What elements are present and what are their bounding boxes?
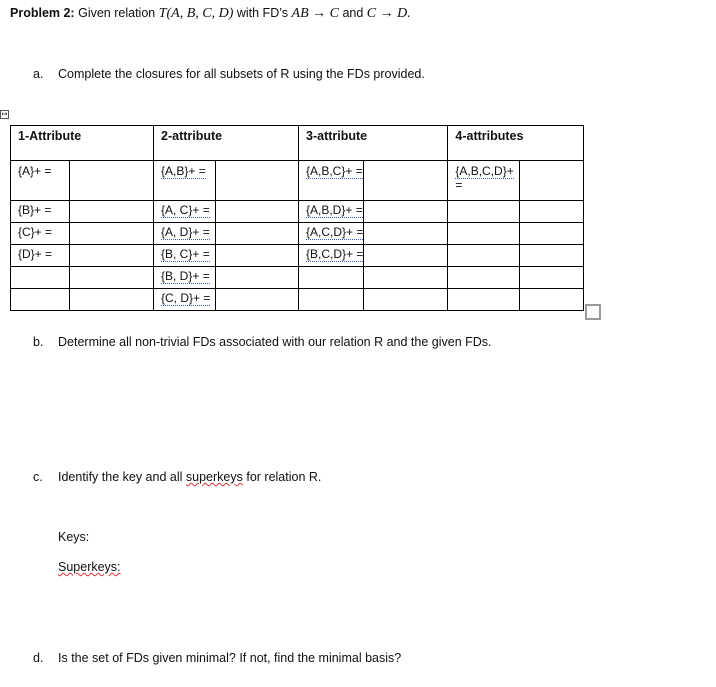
empty-cell [448, 223, 520, 245]
part-a-text: Complete the closures for all subsets of R using the FDs provided. [58, 67, 425, 81]
fd-one: AB → C [291, 6, 339, 21]
table-row [11, 245, 584, 267]
empty-cell [520, 223, 584, 245]
with-text: with FD’s [236, 6, 289, 20]
empty-cell [448, 267, 520, 289]
superkeys-label: Superkeys: [58, 560, 121, 574]
empty-cell [11, 267, 70, 289]
and-text: and [342, 6, 364, 20]
closure-answer-cell[interactable] [70, 223, 154, 245]
problem-statement [10, 6, 411, 22]
closure-answer-cell[interactable] [216, 223, 299, 245]
header-4-attributes: 4-attributes [448, 126, 584, 161]
empty-cell [70, 289, 154, 311]
closure-answer-cell[interactable] [364, 201, 448, 223]
empty-cell [448, 289, 520, 311]
table-header-row [11, 126, 584, 161]
empty-cell [448, 201, 520, 223]
empty-cell [299, 289, 364, 311]
closure-label: {A,B,C,D}+ = [448, 161, 520, 201]
closure-label: {A,B,D}+ = [299, 201, 364, 223]
spellcheck-word: superkeys [185, 470, 243, 484]
closure-label: {A}+ = [11, 161, 70, 201]
table-row [11, 289, 584, 311]
table-row [11, 223, 584, 245]
problem-intro: Given relation [78, 6, 156, 20]
closure-answer-cell[interactable] [216, 267, 299, 289]
empty-cell [364, 267, 448, 289]
empty-cell [448, 245, 520, 267]
closure-label: {C, D}+ = [154, 289, 216, 311]
closure-answer-cell[interactable] [216, 245, 299, 267]
header-2-attribute: 2-attribute [154, 126, 299, 161]
checkbox[interactable] [585, 304, 601, 320]
closure-answer-cell[interactable] [216, 201, 299, 223]
closure-table [10, 125, 584, 311]
closure-answer-cell[interactable] [364, 161, 448, 201]
table-row [11, 267, 584, 289]
empty-cell [520, 201, 584, 223]
closure-answer-cell[interactable] [70, 245, 154, 267]
part-c-text: Identify the key and all superkeys for relation R. [58, 470, 322, 484]
empty-cell [70, 267, 154, 289]
closure-label: {B, C}+ = [154, 245, 216, 267]
part-b-text: Determine all non-trivial FDs associated with our relation R and the given FDs. [58, 335, 492, 349]
closure-answer-cell[interactable] [216, 161, 299, 201]
closure-answer-cell[interactable] [364, 223, 448, 245]
paragraph-anchor-icon: ↦ [1, 111, 8, 118]
header-3-attribute: 3-attribute [299, 126, 448, 161]
closure-label: {A,B}+ = [154, 161, 216, 201]
closure-label: {A, C}+ = [154, 201, 216, 223]
problem-label: Problem 2: [10, 6, 75, 20]
empty-cell [11, 289, 70, 311]
closure-answer-cell[interactable] [364, 245, 448, 267]
empty-cell [520, 245, 584, 267]
closure-label: {B, D}+ = [154, 267, 216, 289]
relation-name: T(A, B, C, D) [158, 6, 234, 21]
keys-label: Keys: [58, 530, 90, 544]
table-row [11, 161, 584, 201]
empty-cell [299, 267, 364, 289]
closure-answer-cell[interactable] [216, 289, 299, 311]
empty-cell [364, 289, 448, 311]
part-a-marker: a. [33, 67, 44, 81]
closure-answer-cell[interactable] [70, 201, 154, 223]
table-row [11, 201, 584, 223]
closure-label: {D}+ = [11, 245, 70, 267]
closure-answer-cell[interactable] [520, 161, 584, 201]
closure-label: {C}+ = [11, 223, 70, 245]
part-d-marker: d. [33, 651, 44, 665]
closure-label: {A,C,D}+ = [299, 223, 364, 245]
empty-cell [520, 267, 584, 289]
closure-label: {A,B,C}+ = [299, 161, 364, 201]
closure-answer-cell[interactable] [70, 161, 154, 201]
part-c-marker: c. [33, 470, 43, 484]
empty-cell [520, 289, 584, 311]
closure-label: {A, D}+ = [154, 223, 216, 245]
fd-two: C → D. [366, 6, 411, 21]
closure-label: {B}+ = [11, 201, 70, 223]
header-1-attribute: 1-Attribute [11, 126, 154, 161]
part-b-marker: b. [33, 335, 44, 349]
part-d-text: Is the set of FDs given minimal? If not, find the minimal basis? [58, 651, 402, 665]
closure-label: {B,C,D}+ = [299, 245, 364, 267]
